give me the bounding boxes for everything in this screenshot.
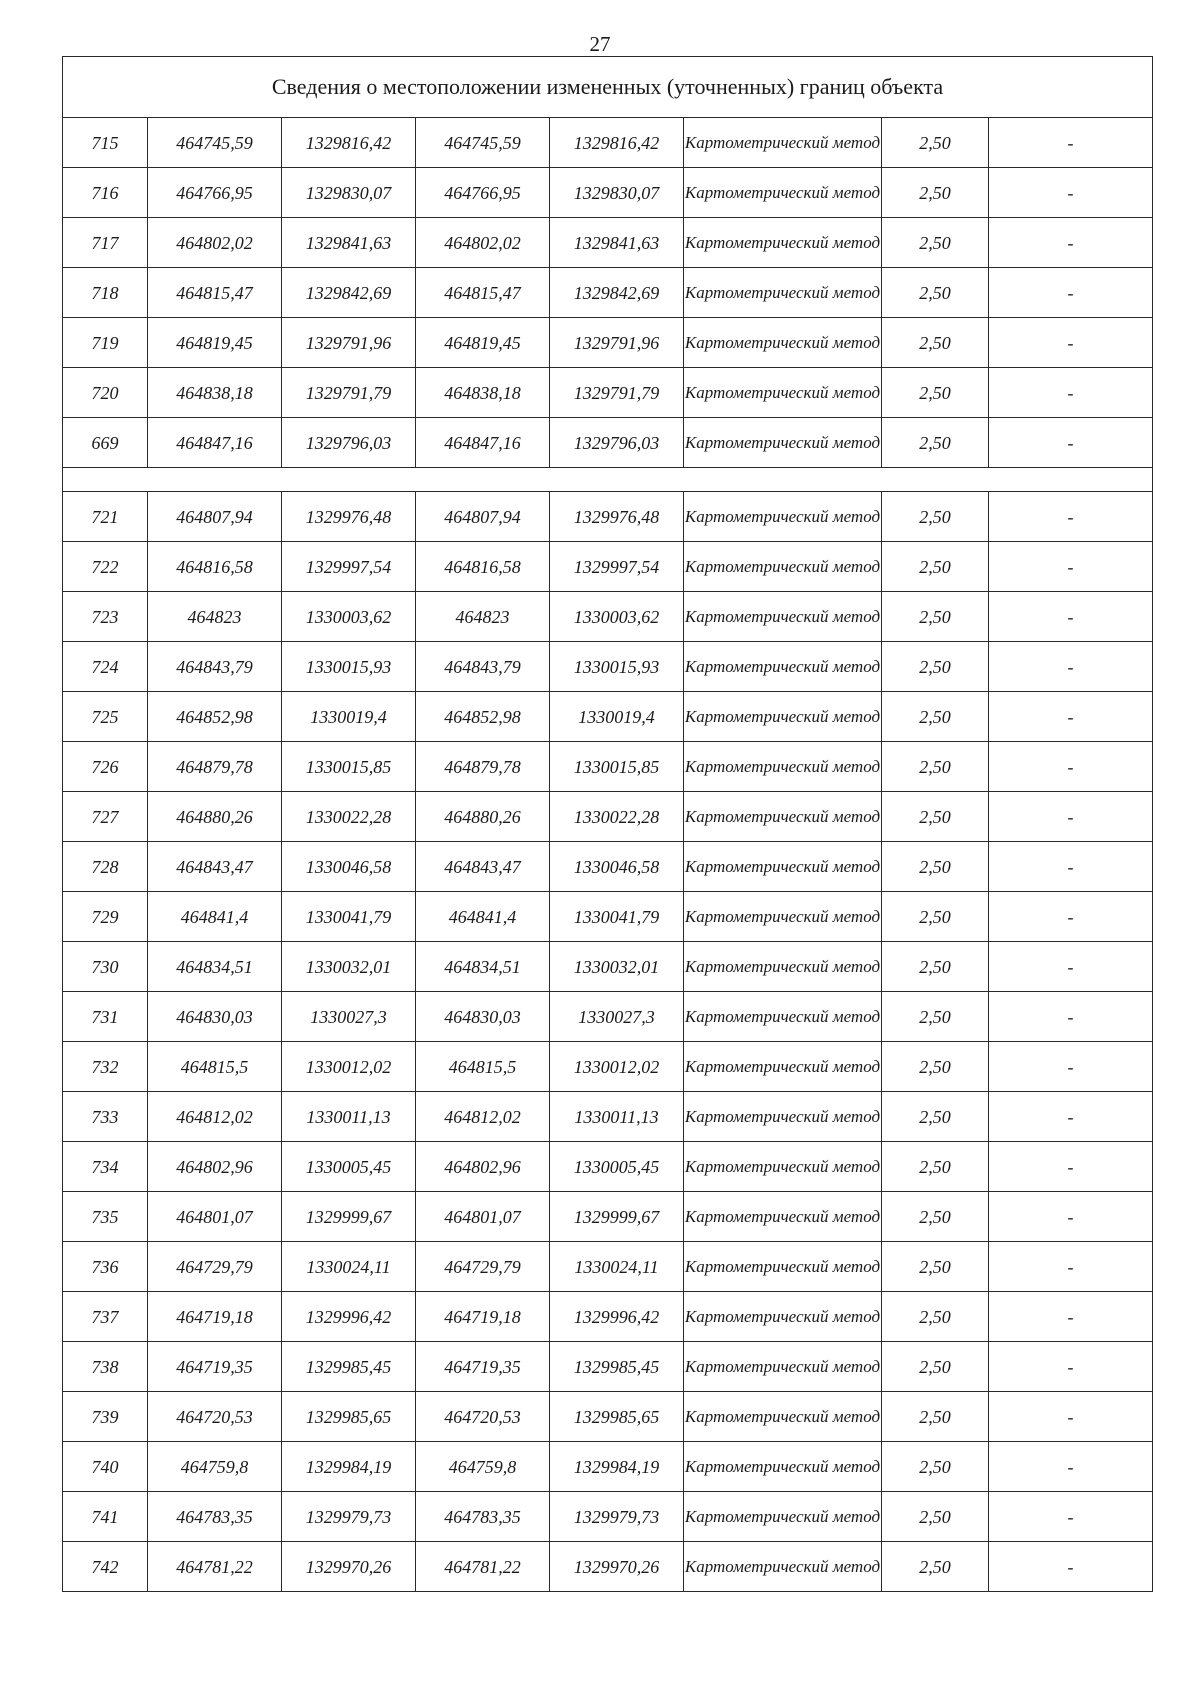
group-separator-cell xyxy=(63,468,1153,492)
y-refined-cell: 1330011,13 xyxy=(550,1092,684,1142)
point-number-cell: 730 xyxy=(63,942,148,992)
y-refined-cell: 1329796,03 xyxy=(550,418,684,468)
y-existing-cell: 1330041,79 xyxy=(282,892,416,942)
method-cell: Картометрический метод xyxy=(684,1492,882,1542)
method-cell: Картометрический метод xyxy=(684,692,882,742)
table-row xyxy=(63,1192,1153,1242)
point-number-cell: 669 xyxy=(63,418,148,468)
point-number-cell: 736 xyxy=(63,1242,148,1292)
x-existing-cell: 464745,59 xyxy=(148,118,282,168)
x-refined-cell: 464841,4 xyxy=(416,892,550,942)
y-refined-cell: 1330015,93 xyxy=(550,642,684,692)
accuracy-cell: 2,50 xyxy=(882,1292,989,1342)
x-existing-cell: 464830,03 xyxy=(148,992,282,1042)
y-refined-cell: 1330024,11 xyxy=(550,1242,684,1292)
point-number-cell: 740 xyxy=(63,1442,148,1492)
x-existing-cell: 464880,26 xyxy=(148,792,282,842)
description-cell: - xyxy=(989,1542,1153,1592)
table-row xyxy=(63,318,1153,368)
boundary-coordinates-table xyxy=(62,56,1153,1592)
y-refined-cell: 1329999,67 xyxy=(550,1192,684,1242)
accuracy-cell: 2,50 xyxy=(882,1442,989,1492)
table-row xyxy=(63,742,1153,792)
x-existing-cell: 464781,22 xyxy=(148,1542,282,1592)
x-existing-cell: 464720,53 xyxy=(148,1392,282,1442)
y-refined-cell: 1329970,26 xyxy=(550,1542,684,1592)
method-cell: Картометрический метод xyxy=(684,942,882,992)
x-existing-cell: 464819,45 xyxy=(148,318,282,368)
point-number-cell: 727 xyxy=(63,792,148,842)
y-refined-cell: 1329842,69 xyxy=(550,268,684,318)
x-existing-cell: 464879,78 xyxy=(148,742,282,792)
accuracy-cell: 2,50 xyxy=(882,892,989,942)
table-row xyxy=(63,492,1153,542)
table-row xyxy=(63,268,1153,318)
description-cell: - xyxy=(989,1192,1153,1242)
x-existing-cell: 464802,96 xyxy=(148,1142,282,1192)
table-row xyxy=(63,1542,1153,1592)
description-cell: - xyxy=(989,1242,1153,1292)
point-number-cell: 739 xyxy=(63,1392,148,1442)
description-cell: - xyxy=(989,1492,1153,1542)
table-row xyxy=(63,642,1153,692)
x-existing-cell: 464816,58 xyxy=(148,542,282,592)
y-existing-cell: 1330015,85 xyxy=(282,742,416,792)
method-cell: Картометрический метод xyxy=(684,792,882,842)
table-row xyxy=(63,168,1153,218)
description-cell: - xyxy=(989,318,1153,368)
y-existing-cell: 1329796,03 xyxy=(282,418,416,468)
accuracy-cell: 2,50 xyxy=(882,418,989,468)
table-row xyxy=(63,942,1153,992)
table-row xyxy=(63,1092,1153,1142)
description-cell: - xyxy=(989,942,1153,992)
y-existing-cell: 1329985,65 xyxy=(282,1392,416,1442)
table-row xyxy=(63,1142,1153,1192)
y-refined-cell: 1329841,63 xyxy=(550,218,684,268)
table-title-row xyxy=(63,57,1153,118)
method-cell: Картометрический метод xyxy=(684,1092,882,1142)
description-cell: - xyxy=(989,592,1153,642)
y-existing-cell: 1329996,42 xyxy=(282,1292,416,1342)
table-row xyxy=(63,418,1153,468)
x-refined-cell: 464819,45 xyxy=(416,318,550,368)
method-cell: Картометрический метод xyxy=(684,218,882,268)
x-refined-cell: 464843,47 xyxy=(416,842,550,892)
description-cell: - xyxy=(989,742,1153,792)
y-refined-cell: 1329791,79 xyxy=(550,368,684,418)
x-existing-cell: 464841,4 xyxy=(148,892,282,942)
method-cell: Картометрический метод xyxy=(684,318,882,368)
table-row xyxy=(63,1242,1153,1292)
y-refined-cell: 1329996,42 xyxy=(550,1292,684,1342)
accuracy-cell: 2,50 xyxy=(882,1042,989,1092)
y-existing-cell: 1329970,26 xyxy=(282,1542,416,1592)
y-existing-cell: 1330015,93 xyxy=(282,642,416,692)
table-title: Сведения о местоположении измененных (уточненных) границ объекта xyxy=(63,57,1153,118)
accuracy-cell: 2,50 xyxy=(882,1092,989,1142)
description-cell: - xyxy=(989,1392,1153,1442)
x-existing-cell: 464843,79 xyxy=(148,642,282,692)
group-separator-row xyxy=(63,468,1153,492)
y-refined-cell: 1330046,58 xyxy=(550,842,684,892)
x-existing-cell: 464815,47 xyxy=(148,268,282,318)
x-refined-cell: 464823 xyxy=(416,592,550,642)
accuracy-cell: 2,50 xyxy=(882,218,989,268)
table-row xyxy=(63,1392,1153,1442)
y-refined-cell: 1329997,54 xyxy=(550,542,684,592)
x-existing-cell: 464823 xyxy=(148,592,282,642)
accuracy-cell: 2,50 xyxy=(882,742,989,792)
x-existing-cell: 464759,8 xyxy=(148,1442,282,1492)
y-existing-cell: 1329842,69 xyxy=(282,268,416,318)
x-refined-cell: 464781,22 xyxy=(416,1542,550,1592)
method-cell: Картометрический метод xyxy=(684,842,882,892)
y-existing-cell: 1329976,48 xyxy=(282,492,416,542)
method-cell: Картометрический метод xyxy=(684,168,882,218)
y-refined-cell: 1330041,79 xyxy=(550,892,684,942)
table-row xyxy=(63,592,1153,642)
method-cell: Картометрический метод xyxy=(684,1042,882,1092)
method-cell: Картометрический метод xyxy=(684,1242,882,1292)
x-existing-cell: 464812,02 xyxy=(148,1092,282,1142)
x-refined-cell: 464719,35 xyxy=(416,1342,550,1392)
description-cell: - xyxy=(989,492,1153,542)
method-cell: Картометрический метод xyxy=(684,1342,882,1392)
table-row xyxy=(63,792,1153,842)
point-number-cell: 742 xyxy=(63,1542,148,1592)
accuracy-cell: 2,50 xyxy=(882,1342,989,1392)
y-refined-cell: 1330027,3 xyxy=(550,992,684,1042)
accuracy-cell: 2,50 xyxy=(882,942,989,992)
point-number-cell: 726 xyxy=(63,742,148,792)
x-existing-cell: 464838,18 xyxy=(148,368,282,418)
method-cell: Картометрический метод xyxy=(684,368,882,418)
point-number-cell: 738 xyxy=(63,1342,148,1392)
x-refined-cell: 464766,95 xyxy=(416,168,550,218)
x-refined-cell: 464729,79 xyxy=(416,1242,550,1292)
x-refined-cell: 464745,59 xyxy=(416,118,550,168)
description-cell: - xyxy=(989,1442,1153,1492)
accuracy-cell: 2,50 xyxy=(882,318,989,368)
point-number-cell: 722 xyxy=(63,542,148,592)
x-existing-cell: 464815,5 xyxy=(148,1042,282,1092)
description-cell: - xyxy=(989,1292,1153,1342)
method-cell: Картометрический метод xyxy=(684,592,882,642)
y-refined-cell: 1329976,48 xyxy=(550,492,684,542)
method-cell: Картометрический метод xyxy=(684,742,882,792)
point-number-cell: 718 xyxy=(63,268,148,318)
point-number-cell: 720 xyxy=(63,368,148,418)
x-existing-cell: 464834,51 xyxy=(148,942,282,992)
accuracy-cell: 2,50 xyxy=(882,792,989,842)
x-refined-cell: 464802,96 xyxy=(416,1142,550,1192)
table-row xyxy=(63,692,1153,742)
y-refined-cell: 1329791,96 xyxy=(550,318,684,368)
y-existing-cell: 1329999,67 xyxy=(282,1192,416,1242)
x-refined-cell: 464815,47 xyxy=(416,268,550,318)
y-existing-cell: 1329791,96 xyxy=(282,318,416,368)
table-row xyxy=(63,1492,1153,1542)
x-refined-cell: 464815,5 xyxy=(416,1042,550,1092)
accuracy-cell: 2,50 xyxy=(882,542,989,592)
accuracy-cell: 2,50 xyxy=(882,118,989,168)
page-number: 27 xyxy=(589,32,611,56)
x-refined-cell: 464802,02 xyxy=(416,218,550,268)
x-refined-cell: 464852,98 xyxy=(416,692,550,742)
accuracy-cell: 2,50 xyxy=(882,1192,989,1242)
point-number-cell: 715 xyxy=(63,118,148,168)
accuracy-cell: 2,50 xyxy=(882,692,989,742)
x-refined-cell: 464783,35 xyxy=(416,1492,550,1542)
method-cell: Картометрический метод xyxy=(684,268,882,318)
x-refined-cell: 464719,18 xyxy=(416,1292,550,1342)
accuracy-cell: 2,50 xyxy=(882,1392,989,1442)
method-cell: Картометрический метод xyxy=(684,492,882,542)
y-existing-cell: 1330012,02 xyxy=(282,1042,416,1092)
table-row xyxy=(63,118,1153,168)
table-row xyxy=(63,1042,1153,1092)
y-existing-cell: 1330011,13 xyxy=(282,1092,416,1142)
x-refined-cell: 464834,51 xyxy=(416,942,550,992)
x-existing-cell: 464847,16 xyxy=(148,418,282,468)
description-cell: - xyxy=(989,1092,1153,1142)
x-existing-cell: 464802,02 xyxy=(148,218,282,268)
method-cell: Картометрический метод xyxy=(684,1442,882,1492)
y-existing-cell: 1329984,19 xyxy=(282,1442,416,1492)
x-existing-cell: 464719,35 xyxy=(148,1342,282,1392)
y-refined-cell: 1329985,65 xyxy=(550,1392,684,1442)
x-refined-cell: 464830,03 xyxy=(416,992,550,1042)
y-existing-cell: 1330027,3 xyxy=(282,992,416,1042)
point-number-cell: 729 xyxy=(63,892,148,942)
x-existing-cell: 464729,79 xyxy=(148,1242,282,1292)
method-cell: Картометрический метод xyxy=(684,1542,882,1592)
point-number-cell: 735 xyxy=(63,1192,148,1242)
x-refined-cell: 464843,79 xyxy=(416,642,550,692)
description-cell: - xyxy=(989,418,1153,468)
y-existing-cell: 1329979,73 xyxy=(282,1492,416,1542)
point-number-cell: 737 xyxy=(63,1292,148,1342)
x-refined-cell: 464879,78 xyxy=(416,742,550,792)
point-number-cell: 728 xyxy=(63,842,148,892)
point-number-cell: 725 xyxy=(63,692,148,742)
accuracy-cell: 2,50 xyxy=(882,642,989,692)
x-existing-cell: 464783,35 xyxy=(148,1492,282,1542)
method-cell: Картометрический метод xyxy=(684,642,882,692)
point-number-cell: 716 xyxy=(63,168,148,218)
table-row xyxy=(63,218,1153,268)
accuracy-cell: 2,50 xyxy=(882,268,989,318)
x-existing-cell: 464852,98 xyxy=(148,692,282,742)
point-number-cell: 719 xyxy=(63,318,148,368)
accuracy-cell: 2,50 xyxy=(882,592,989,642)
point-number-cell: 731 xyxy=(63,992,148,1042)
accuracy-cell: 2,50 xyxy=(882,492,989,542)
y-refined-cell: 1330015,85 xyxy=(550,742,684,792)
x-refined-cell: 464759,8 xyxy=(416,1442,550,1492)
point-number-cell: 732 xyxy=(63,1042,148,1092)
accuracy-cell: 2,50 xyxy=(882,992,989,1042)
y-refined-cell: 1329984,19 xyxy=(550,1442,684,1492)
description-cell: - xyxy=(989,892,1153,942)
method-cell: Картометрический метод xyxy=(684,118,882,168)
point-number-cell: 723 xyxy=(63,592,148,642)
description-cell: - xyxy=(989,268,1153,318)
point-number-cell: 733 xyxy=(63,1092,148,1142)
y-existing-cell: 1330005,45 xyxy=(282,1142,416,1192)
description-cell: - xyxy=(989,168,1153,218)
x-existing-cell: 464843,47 xyxy=(148,842,282,892)
description-cell: - xyxy=(989,218,1153,268)
y-refined-cell: 1329816,42 xyxy=(550,118,684,168)
table-row xyxy=(63,892,1153,942)
y-existing-cell: 1330019,4 xyxy=(282,692,416,742)
y-existing-cell: 1330024,11 xyxy=(282,1242,416,1292)
table-row xyxy=(63,1292,1153,1342)
x-refined-cell: 464880,26 xyxy=(416,792,550,842)
description-cell: - xyxy=(989,992,1153,1042)
method-cell: Картометрический метод xyxy=(684,892,882,942)
method-cell: Картометрический метод xyxy=(684,1292,882,1342)
method-cell: Картометрический метод xyxy=(684,992,882,1042)
x-refined-cell: 464838,18 xyxy=(416,368,550,418)
y-refined-cell: 1329979,73 xyxy=(550,1492,684,1542)
accuracy-cell: 2,50 xyxy=(882,842,989,892)
description-cell: - xyxy=(989,1342,1153,1392)
y-refined-cell: 1330032,01 xyxy=(550,942,684,992)
x-refined-cell: 464847,16 xyxy=(416,418,550,468)
y-existing-cell: 1329985,45 xyxy=(282,1342,416,1392)
y-existing-cell: 1329791,79 xyxy=(282,368,416,418)
y-refined-cell: 1329830,07 xyxy=(550,168,684,218)
description-cell: - xyxy=(989,842,1153,892)
table-row xyxy=(63,368,1153,418)
table-row xyxy=(63,992,1153,1042)
y-existing-cell: 1330032,01 xyxy=(282,942,416,992)
accuracy-cell: 2,50 xyxy=(882,1142,989,1192)
x-existing-cell: 464807,94 xyxy=(148,492,282,542)
x-refined-cell: 464801,07 xyxy=(416,1192,550,1242)
method-cell: Картометрический метод xyxy=(684,1142,882,1192)
method-cell: Картометрический метод xyxy=(684,418,882,468)
y-refined-cell: 1330019,4 xyxy=(550,692,684,742)
y-existing-cell: 1330046,58 xyxy=(282,842,416,892)
y-existing-cell: 1330022,28 xyxy=(282,792,416,842)
x-refined-cell: 464720,53 xyxy=(416,1392,550,1442)
y-existing-cell: 1329816,42 xyxy=(282,118,416,168)
description-cell: - xyxy=(989,542,1153,592)
description-cell: - xyxy=(989,642,1153,692)
description-cell: - xyxy=(989,368,1153,418)
y-refined-cell: 1330022,28 xyxy=(550,792,684,842)
point-number-cell: 724 xyxy=(63,642,148,692)
y-refined-cell: 1330012,02 xyxy=(550,1042,684,1092)
point-number-cell: 721 xyxy=(63,492,148,542)
x-existing-cell: 464766,95 xyxy=(148,168,282,218)
x-existing-cell: 464719,18 xyxy=(148,1292,282,1342)
method-cell: Картометрический метод xyxy=(684,542,882,592)
table-row xyxy=(63,1342,1153,1392)
description-cell: - xyxy=(989,118,1153,168)
method-cell: Картометрический метод xyxy=(684,1392,882,1442)
accuracy-cell: 2,50 xyxy=(882,1492,989,1542)
y-refined-cell: 1330003,62 xyxy=(550,592,684,642)
accuracy-cell: 2,50 xyxy=(882,168,989,218)
description-cell: - xyxy=(989,1142,1153,1192)
point-number-cell: 734 xyxy=(63,1142,148,1192)
accuracy-cell: 2,50 xyxy=(882,1542,989,1592)
point-number-cell: 717 xyxy=(63,218,148,268)
y-existing-cell: 1329830,07 xyxy=(282,168,416,218)
x-refined-cell: 464816,58 xyxy=(416,542,550,592)
accuracy-cell: 2,50 xyxy=(882,1242,989,1292)
description-cell: - xyxy=(989,1042,1153,1092)
y-existing-cell: 1329997,54 xyxy=(282,542,416,592)
description-cell: - xyxy=(989,792,1153,842)
accuracy-cell: 2,50 xyxy=(882,368,989,418)
method-cell: Картометрический метод xyxy=(684,1192,882,1242)
point-number-cell: 741 xyxy=(63,1492,148,1542)
y-existing-cell: 1330003,62 xyxy=(282,592,416,642)
table-row xyxy=(63,542,1153,592)
y-existing-cell: 1329841,63 xyxy=(282,218,416,268)
y-refined-cell: 1330005,45 xyxy=(550,1142,684,1192)
x-refined-cell: 464807,94 xyxy=(416,492,550,542)
y-refined-cell: 1329985,45 xyxy=(550,1342,684,1392)
description-cell: - xyxy=(989,692,1153,742)
table-row xyxy=(63,842,1153,892)
x-refined-cell: 464812,02 xyxy=(416,1092,550,1142)
x-existing-cell: 464801,07 xyxy=(148,1192,282,1242)
table-row xyxy=(63,1442,1153,1492)
